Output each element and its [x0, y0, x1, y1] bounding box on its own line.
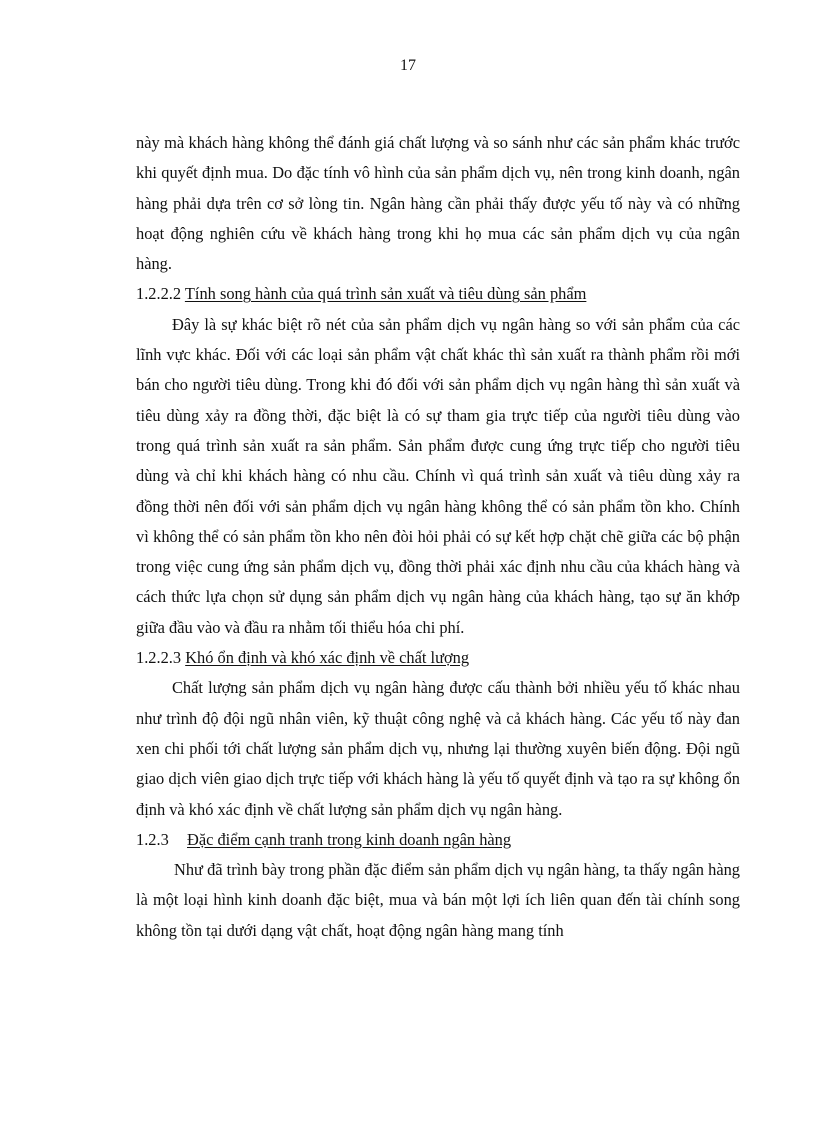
section-heading-1-2-2-2: [136, 279, 740, 309]
section-number: 1.2.3: [136, 829, 169, 849]
section-heading-1-2-2-3: [136, 643, 740, 673]
paragraph-intangibility-continued: này mà khách hàng không thể đánh giá chất lượng và so sánh như các sản phẩm khác trước khi quyết định mua. Do đặc tính vô hình của sản phẩm dịch vụ, nên trong kinh doanh, ngân hàng phải dựa trên cơ sở lòng tin. Ngân hàng cần phải thấy được yếu tố này và có những hoạt động nghiên cứu về khách hàng trong khi họ mua các sản phẩm dịch vụ của ngân hàng.: [136, 133, 740, 274]
section-number: 1.2.2.2: [136, 284, 182, 304]
paragraph-simultaneity: Đây là sự khác biệt rõ nét của sản phẩm dịch vụ ngân hàng so với sản phẩm của các lĩnh vực khác. Đối với các loại sản phẩm vật chất khác thì sản xuất ra thành phẩm rồi mới bán cho người tiêu dùng. Trong khi đó đối với sản phẩm dịch vụ ngân hàng thì sản xuất và tiêu dùng xảy ra đồng thời, đặc biệt là có sự tham gia trực tiếp của người tiêu dùng vào trong quá trình sản xuất ra sản phẩm. Sản phẩm được cung ứng trực tiếp cho người tiêu dùng và chỉ khi khách hàng có nhu cầu. Chính vì quá trình sản xuất và tiêu dùng xảy ra đồng thời nên đối với sản phẩm dịch vụ ngân hàng không thể có sản phẩm tồn kho. Chính vì không thể có sản phẩm tồn kho nên đòi hỏi phải có sự kết hợp chặt chẽ giữa các bộ phận trong việc cung ứng sản phẩm dịch vụ, đồng thời phải xác định nhu cầu của khách hàng và cách thức lựa chọn sử dụng sản phẩm dịch vụ ngân hàng của khách hàng, tạo sự ăn khớp giữa đầu vào và đầu ra nhằm tối thiểu hóa chi phí.: [136, 314, 740, 637]
paragraph-competition: Như đã trình bày trong phần đặc điểm sản phẩm dịch vụ ngân hàng, ta thấy ngân hàng là một loại hình kinh doanh đặc biệt, mua và bán một lợi ích liên quan đến tài chính song không tồn tại dưới dạng vật chất, hoạt động ngân hàng mang tính: [136, 860, 740, 940]
section-title: Khó ổn định và khó xác định về chất lượng: [185, 648, 470, 668]
section-title: Tính song hành của quá trình sản xuất và tiêu dùng sản phẩm: [184, 284, 587, 304]
section-title: Đặc điểm cạnh tranh trong kinh doanh ngân hàng: [187, 829, 512, 849]
section-number: 1.2.2.3: [136, 648, 182, 668]
page-number: 17: [400, 57, 416, 74]
section-heading-1-2-3: [136, 825, 740, 855]
paragraph-quality: Chất lượng sản phẩm dịch vụ ngân hàng được cấu thành bởi nhiều yếu tố khác nhau như trình độ đội ngũ nhân viên, kỹ thuật công nghệ và cả khách hàng. Các yếu tố này đan xen chi phối tới chất lượng sản phẩm dịch vụ, nhưng lại thường xuyên biến động. Đội ngũ giao dịch viên giao dịch trực tiếp với khách hàng là yếu tố quyết định và tạo ra sự không ổn định và khó xác định về chất lượng sản phẩm dịch vụ ngân hàng.: [136, 678, 740, 819]
document-body: [136, 128, 740, 946]
